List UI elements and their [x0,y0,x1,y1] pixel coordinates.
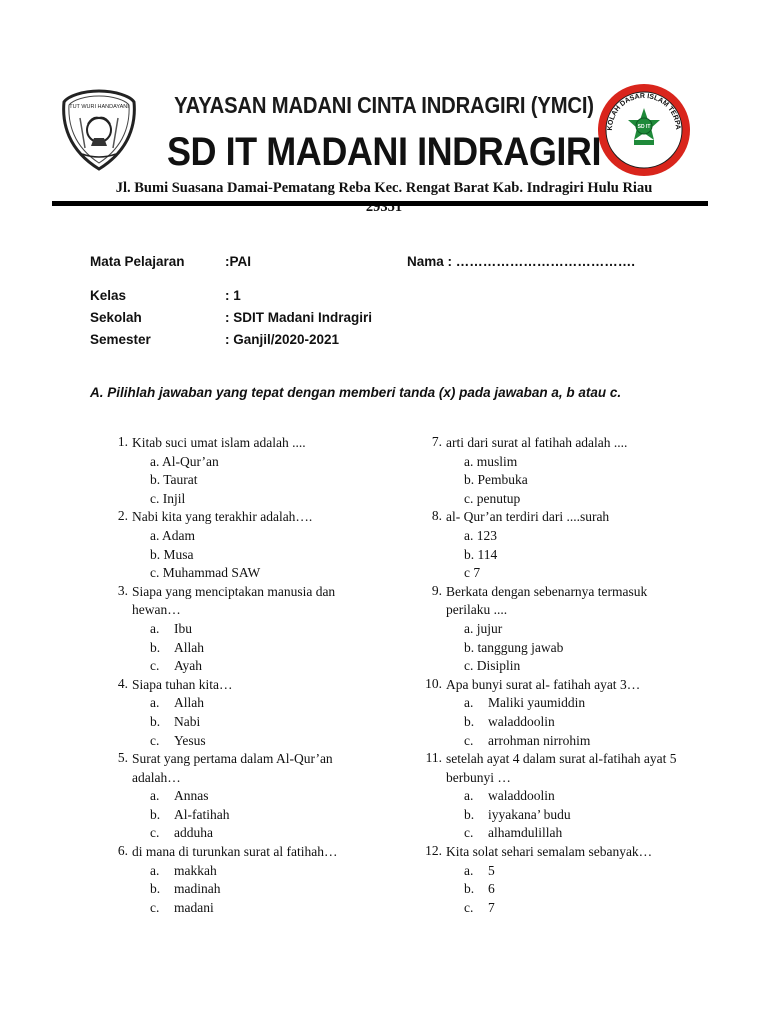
answer-option[interactable]: b. Taurat [150,472,198,488]
question-7 [414,434,714,508]
foundation-name: YAYASAN MADANI CINTA INDRAGIRI (YMCI) [174,92,594,118]
question-8 [414,508,714,582]
semester-value: : Ganjil/2020-2021 [225,332,340,347]
answer-option[interactable]: c. Yesus [150,732,206,748]
question-text: Berkata dengan sebenarnya termasuk perilaku .... [446,583,648,618]
answer-option[interactable]: b. Nabi [150,713,201,729]
question-text: Surat yang pertama dalam Al-Qur’an adalah… [132,751,333,785]
questions-right-column [414,434,714,917]
question-number: 6. [117,843,128,859]
school-value: : SDIT Madani Indragiri [225,310,373,325]
answer-option[interactable]: a. muslim [464,453,518,469]
semester-label: Semester [90,332,151,347]
answer-option[interactable]: a. Adam [150,527,195,543]
question-text: Kitab suci umat islam adalah .... [132,435,306,450]
question-text: Apa bunyi surat al- fatihah ayat 3… [446,676,641,692]
answer-option[interactable]: a. 5 [464,862,495,878]
question-12 [414,843,714,917]
question-5 [100,750,400,843]
answer-option[interactable]: c. penutup [464,490,521,506]
question-text: al- Qur’an terdiri dari ....surah [446,509,610,525]
answer-option[interactable]: b. 114 [464,546,498,562]
answer-option[interactable]: c. adduha [150,825,213,841]
answer-option[interactable]: b. waladdoolin [464,713,555,729]
answer-option[interactable]: a. Maliki yaumiddin [464,695,586,711]
answer-option[interactable]: a. waladdoolin [464,788,555,804]
question-number: 1. [117,434,128,449]
question-number: 10. [425,675,442,691]
header-divider [52,201,708,206]
answer-option[interactable]: a. Allah [150,695,204,711]
answer-option[interactable]: a. Al-Qur’an [150,453,219,469]
answer-option[interactable]: a. Ibu [150,620,192,636]
question-1 [100,434,400,508]
question-number: 7. [431,434,442,449]
answer-option[interactable]: b. Allah [150,639,204,655]
answer-option[interactable]: b. Al-fatihah [150,806,230,822]
question-number: 5. [117,750,128,766]
question-number: 8. [431,508,442,524]
answer-option[interactable]: a. jujur [464,620,503,636]
question-text: Siapa yang menciptakan manusia dan hewan… [132,583,336,618]
answer-option[interactable]: c. Disiplin [464,658,521,674]
svg-text:MADANI INDRAGIRI: MADANI INDRAGIRI [617,142,671,160]
question-number: 3. [117,582,128,598]
svg-text:SEKOLAH DASAR ISLAM TERPADU: KOLAH DASAR ISLAM TERPA [606,92,682,131]
question-4 [100,676,400,750]
subject-label: Mata Pelajaran [90,254,185,269]
question-number: 11. [425,750,442,766]
question-number: 2. [117,508,128,524]
answer-option[interactable]: c. 7 [464,899,495,915]
question-text: arti dari surat al fatihah adalah .... [446,435,628,450]
question-text: Kita solat sehari semalam sebanyak… [446,844,653,860]
subject-value: :PAI [225,254,251,269]
section-a-instruction: A. Pilihlah jawaban yang tepat dengan memberi tanda (x) pada jawaban a, b atau c. [90,385,622,400]
answer-option[interactable]: c. madani [150,899,214,915]
question-11 [414,750,714,843]
answer-option[interactable]: b. madinah [150,881,221,897]
answer-option[interactable]: b. Musa [150,546,194,562]
school-address: Jl. Bumi Suasana Damai-Pematang Reba Kec. Rengat Barat Kab. Indragiri Hulu Riau [115,180,653,196]
answer-option[interactable]: b. tanggung jawab [464,639,564,655]
answer-option[interactable]: c 7 [464,565,481,581]
answer-option[interactable]: c. arrohman nirrohim [464,732,591,748]
class-label: Kelas [90,288,127,303]
svg-text:TUT WURI HANDAYANI: TUT WURI HANDAYANI [69,104,129,110]
answer-option[interactable]: c. alhamdulillah [464,825,563,841]
school-label: Sekolah [90,310,142,325]
question-9 [414,583,714,676]
question-text: Nabi kita yang terakhir adalah…. [132,509,313,525]
answer-option[interactable]: a. Annas [150,788,209,804]
question-text: setelah ayat 4 dalam surat al-fatihah ayat 5 berbunyi … [446,751,677,785]
answer-option[interactable]: c. Injil [150,490,186,506]
answer-option[interactable]: b. Pembuka [464,472,528,488]
question-text: di mana di turunkan surat al fatihah… [132,844,338,860]
question-3 [100,583,400,676]
question-10 [414,676,714,750]
answer-option[interactable]: c. Muhammad SAW [150,565,261,581]
question-6 [100,843,400,917]
answer-option[interactable]: a. makkah [150,862,217,878]
question-number: 9. [431,582,442,598]
questions-left-column [100,434,400,917]
question-number: 12. [425,843,442,859]
svg-text:SD IT: SD IT [637,124,651,130]
question-number: 4. [117,675,128,691]
answer-option[interactable]: a. 123 [464,527,497,543]
student-name-field[interactable]: Nama : …………………………………. [407,254,636,269]
question-text: Siapa tuhan kita… [132,676,233,692]
answer-option[interactable]: c. Ayah [150,658,203,674]
class-value: : 1 [225,288,241,303]
question-2 [100,508,400,582]
answer-option[interactable]: b. iyyakana’ budu [464,806,571,822]
answer-option[interactable]: b. 6 [464,881,495,897]
school-name: SD IT MADANI INDRAGIRI [166,130,602,174]
